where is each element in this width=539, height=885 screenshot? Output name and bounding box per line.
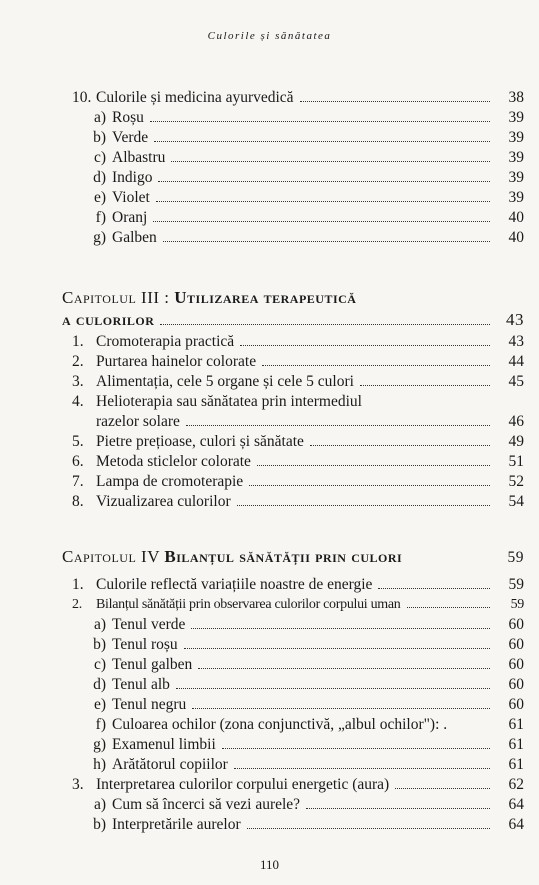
toc-entry [62, 755, 524, 775]
chapter-4-heading [62, 546, 524, 568]
toc-chapter-4-items [62, 575, 524, 835]
toc-entry-number: 6. [72, 453, 84, 470]
toc-entry-title: Roșu [112, 109, 144, 126]
toc-entry [62, 168, 524, 188]
toc-entry-title: Verde [112, 129, 149, 146]
toc-entry-title: Cum să încerci să vezi aurele? [112, 796, 301, 813]
chapter-3-page: 43 [506, 310, 524, 329]
toc-entry-page: 52 [508, 473, 524, 490]
toc-entry-title: Tenul galben [112, 656, 193, 673]
leader-dots [191, 628, 490, 629]
chapter-4-page: 59 [507, 549, 524, 566]
toc-entry-title: Culorile reflectă variațiile noastre de energie [96, 576, 373, 593]
toc-entry-page: 59 [510, 597, 524, 612]
toc-entry-number: b) [93, 636, 106, 653]
toc-entry-page: 39 [508, 109, 524, 126]
leader-dots [234, 768, 490, 769]
toc-entry-number: g) [93, 736, 106, 753]
leader-dots [306, 808, 490, 809]
toc-entry-title: Oranj [112, 209, 148, 226]
toc-entry-page: 39 [508, 169, 524, 186]
toc-entry-number: 7. [72, 473, 84, 490]
toc-entry-title: Indigo [112, 169, 153, 186]
toc-entry-page: 59 [508, 576, 524, 593]
leader-dots [237, 505, 490, 506]
toc-entry [62, 452, 524, 472]
toc-entry-title: Culorile și medicina ayurvedică [96, 89, 294, 106]
toc-entry [62, 695, 524, 715]
toc-entry [62, 148, 524, 168]
leader-dots [249, 485, 490, 486]
toc-entry-title: Examenul limbii [112, 736, 216, 753]
toc-entry-title: Tenul negru [112, 696, 187, 713]
toc-entry-title: Interpretările aurelor [112, 816, 241, 833]
toc-entry [62, 635, 524, 655]
toc-entry-title: Galben [112, 229, 157, 246]
toc-entry [62, 392, 524, 412]
leader-dots [257, 465, 490, 466]
toc-entry-page: 60 [508, 616, 524, 633]
toc-entry-page: 54 [508, 493, 524, 510]
toc-entry-title: Lampa de cromoterapie [96, 473, 244, 490]
leader-dots [171, 161, 490, 162]
chapter-3-title-line1: Utilizarea terapeutică [174, 288, 357, 307]
toc-entry-page: 64 [508, 796, 524, 813]
toc-entry-title: Vizualizarea culorilor [96, 493, 231, 510]
toc-entry [62, 472, 524, 492]
toc-entry [62, 815, 524, 835]
toc-entry-number: 8. [72, 493, 84, 510]
toc-entry [62, 108, 524, 128]
leader-dots [186, 425, 490, 426]
chapter-3-heading [62, 287, 524, 331]
leader-dots [222, 748, 490, 749]
chapter-3-label: Capitolul III : [62, 288, 175, 307]
toc-entry-page: 40 [508, 229, 524, 246]
leader-dots [150, 121, 490, 122]
toc-entry-title: Purtarea hainelor colorate [96, 353, 257, 370]
toc-entry-number: 1. [72, 333, 84, 350]
toc-entry-page: 62 [508, 776, 524, 793]
toc-entry-page: 39 [508, 189, 524, 206]
leader-dots [247, 828, 490, 829]
toc-entry-title: Metoda sticlelor colorate [96, 453, 251, 470]
chapter-4-title: Bilanțul sănătății prin culori [164, 547, 403, 566]
toc-entry-title: Helioterapia sau sănătatea prin intermediul [96, 393, 362, 410]
toc-entry [62, 88, 524, 108]
toc-entry-page: 64 [508, 816, 524, 833]
leader-dots [198, 668, 490, 669]
toc-entry-page: 38 [508, 89, 524, 106]
toc-entry-number: 2. [72, 353, 84, 370]
toc-entry-page: 61 [508, 736, 524, 753]
toc-entry-number: g) [93, 229, 106, 246]
toc-entry [62, 188, 524, 208]
toc-entry [62, 735, 524, 755]
toc-entry-page: 60 [508, 676, 524, 693]
toc-entry-number: f) [95, 716, 106, 733]
toc-entry-number: 2. [72, 597, 82, 612]
toc-chapter-3-items [62, 332, 524, 512]
toc-entry [62, 492, 524, 512]
toc-entry [62, 775, 524, 795]
toc-entry-page: 61 [508, 716, 524, 733]
toc-entry-page: 43 [508, 333, 524, 350]
leader-dots [378, 588, 490, 589]
leader-dots [407, 607, 490, 608]
running-head: Culorile și sănătatea [207, 30, 332, 42]
toc-entry [62, 412, 524, 432]
toc-entry-page: 61 [508, 756, 524, 773]
toc-entry-number: d) [93, 169, 106, 186]
leader-dots [300, 101, 490, 102]
toc-entry-number: 3. [72, 776, 84, 793]
leader-dots [176, 688, 490, 689]
toc-entry-title: razelor solare [96, 413, 180, 430]
toc-entry [62, 615, 524, 635]
leader-dots [262, 365, 490, 366]
leader-dots [360, 385, 490, 386]
toc-entry-page: 51 [508, 453, 524, 470]
toc-entry-page: 49 [508, 433, 524, 450]
toc-entry-title: Pietre prețioase, culori și sănătate [96, 433, 304, 450]
toc-entry-number: 5. [72, 433, 84, 450]
toc-entry [62, 595, 524, 615]
toc-entry-title: Tenul roșu [112, 636, 178, 653]
toc-entry [62, 655, 524, 675]
toc-entry-number: 3. [72, 373, 84, 390]
toc-entry-title: Bilanțul sănătății prin observarea culorilor corpului uman [96, 597, 401, 612]
toc-entry-page: 60 [508, 636, 524, 653]
chapter-4-label: Capitolul IV [62, 547, 165, 566]
toc-entry-title: Tenul alb [112, 676, 170, 693]
toc-entry [62, 432, 524, 452]
toc-entry [62, 575, 524, 595]
toc-entry-title: Albastru [112, 149, 166, 166]
toc-entry-number: a) [93, 109, 106, 126]
toc-entry [62, 228, 524, 248]
toc-entry-number: f) [95, 209, 106, 226]
toc-entry-title: Culoarea ochilor (zona conjunctivă, „albul ochilor"): . [112, 716, 448, 733]
toc-entry [62, 208, 524, 228]
leader-dots [310, 445, 490, 446]
toc-entry [62, 372, 524, 392]
toc-entry-number: 1. [72, 576, 84, 593]
toc-entry-page: 39 [508, 129, 524, 146]
toc-section-10 [62, 88, 524, 248]
toc-entry-title: Interpretarea culorilor corpului energetic (aura) [96, 776, 390, 793]
leader-dots [163, 241, 490, 242]
page-number: 110 [259, 857, 280, 872]
toc-entry [62, 795, 524, 815]
toc-entry-page: 44 [508, 353, 524, 370]
toc-entry-number: c) [93, 656, 106, 673]
toc-entry-title: Tenul verde [112, 616, 186, 633]
toc-entry-page: 60 [508, 656, 524, 673]
toc-entry-number: e) [93, 696, 106, 713]
toc-entry-number: e) [93, 189, 106, 206]
toc-entry-page: 45 [508, 373, 524, 390]
toc-entry [62, 128, 524, 148]
leader-dots [153, 221, 490, 222]
toc-entry [62, 352, 524, 372]
toc-entry-title: Cromoterapia practică [96, 333, 235, 350]
leader-dots [158, 181, 490, 182]
leader-dots [184, 648, 490, 649]
toc-entry-title: Violet [112, 189, 150, 206]
toc-entry-number: b) [93, 816, 106, 833]
toc-entry-number: h) [93, 756, 106, 773]
toc-entry-page: 60 [508, 696, 524, 713]
leader-dots [156, 201, 490, 202]
toc-entry-number: a) [93, 796, 106, 813]
chapter-3-title-row [62, 309, 524, 331]
toc-entry [62, 675, 524, 695]
leader-dots [395, 788, 490, 789]
toc-entry-page: 39 [508, 149, 524, 166]
leader-dots [240, 345, 490, 346]
toc-entry-number: 4. [72, 393, 84, 410]
toc-entry-page: 40 [508, 209, 524, 226]
toc-entry-page: 46 [508, 413, 524, 430]
toc-entry-number: 10. [72, 89, 92, 106]
leader-dots [154, 141, 490, 142]
toc-entry-number: b) [93, 129, 106, 146]
toc-entry-number: c) [93, 149, 106, 166]
chapter-3-title-line2: a culorilor [62, 310, 155, 329]
toc-entry [62, 715, 524, 735]
toc-entry-title: Alimentația, cele 5 organe și cele 5 culori [96, 373, 354, 390]
toc-entry-number: d) [93, 676, 106, 693]
toc-entry [62, 332, 524, 352]
leader-dots [192, 708, 490, 709]
toc-entry-title: Arătătorul copiilor [112, 756, 228, 773]
toc-entry-number: a) [93, 616, 106, 633]
